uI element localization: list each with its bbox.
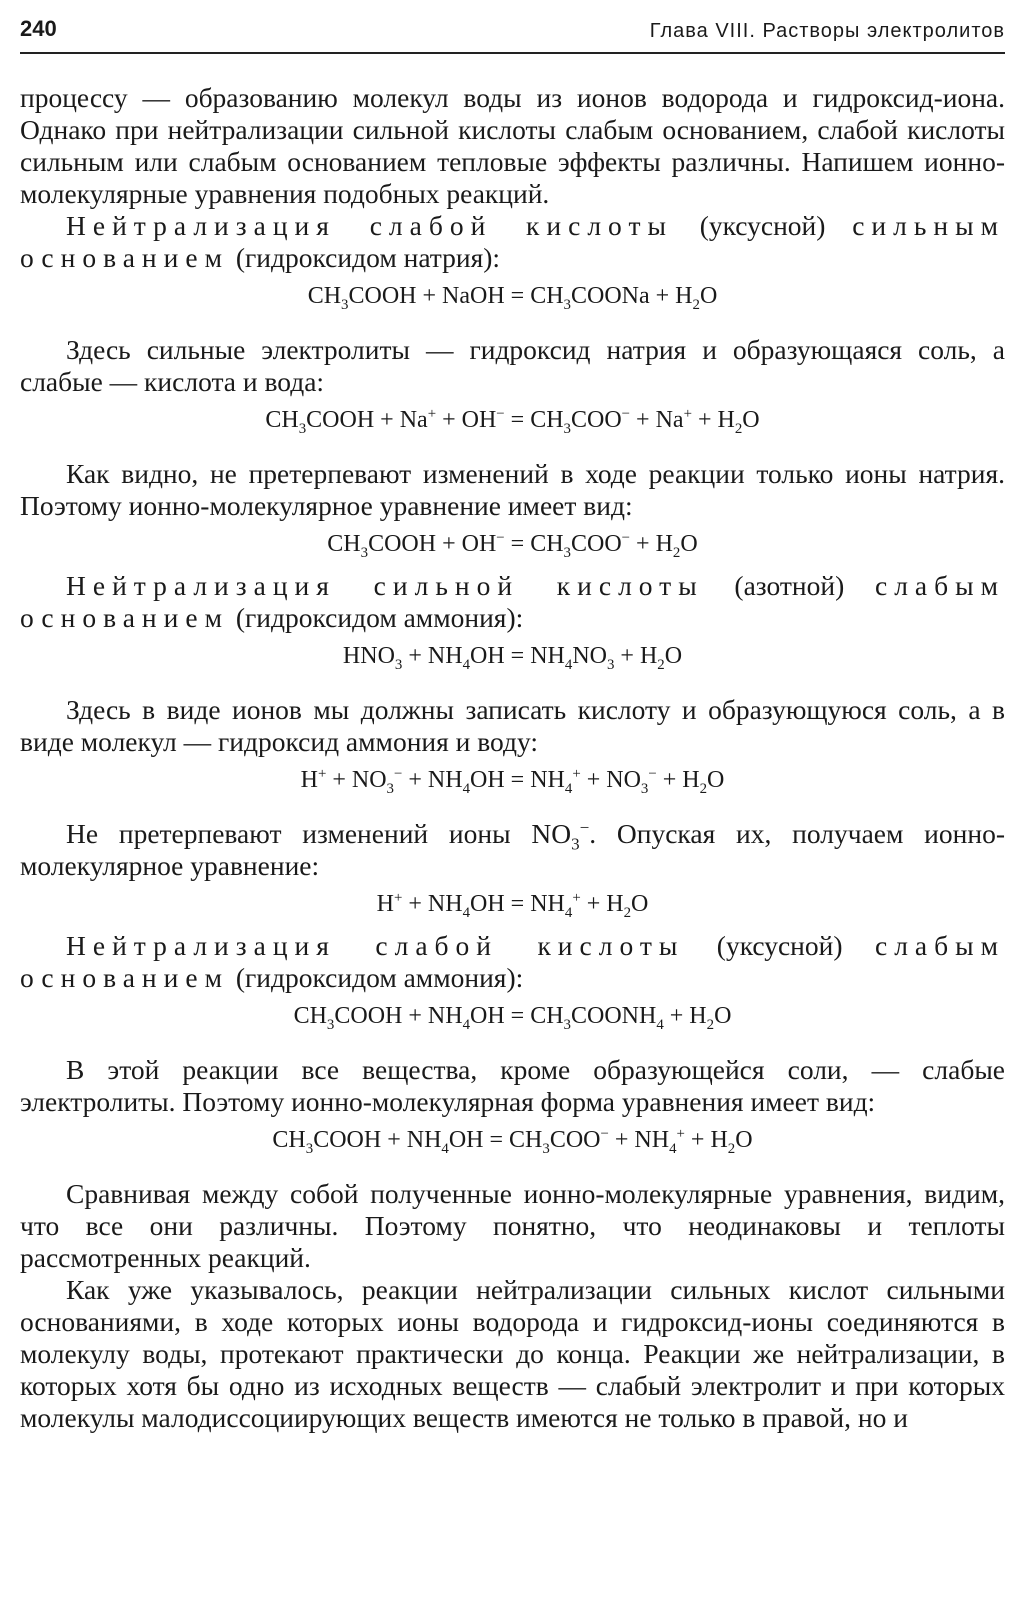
equation: $CH_3COOH + OH^- = CH_3COO^- + H_2O$: [327, 530, 698, 561]
paragraph: процессу — образованию молекул воды из ионов водорода и гидроксид-иона. Однако при нейтрализации сильной кислоты слабым основанием, слабой кислоты сильным или слабым основанием тепловые эффекты различны. Напишем ионно-молекулярные уравнения подобных реакций.: [20, 82, 1005, 209]
equation: $H^+ + NH_4OH = NH_4^+ + H_2O$: [376, 890, 649, 921]
equation: $CH_3COOH + NH_4OH$ = $CH_3COONH_4 + H_2O$: [293, 1003, 732, 1033]
equation: $HNO_3 + NH_4OH = NH_4NO_3 + H_2O$: [342, 643, 683, 673]
nitrate-ion: $NO_3^-$: [531, 817, 590, 854]
chapter-title: Глава VIII. Растворы электролитов: [649, 20, 1005, 42]
paragraph: В этой реакции все вещества, кроме образующейся соли, — слабые электролиты. Поэтому ионно-молекулярная форма уравнения имеет вид:: [20, 1054, 1005, 1117]
section-heading: Нейтрализация сильной кислоты (азотной) слабым основанием (гидроксидом аммония):: [20, 570, 1006, 633]
paragraph: Не претерпевают изменений ионы $NO_3^-$. Опуская их, получаем ионно-молекулярное уравнение:: [20, 817, 1005, 881]
equation: $CH_3COOH$ + NaOH = $CH_3COONa + H_2O$: [307, 283, 718, 313]
paragraph: Здесь сильные электролиты — гидроксид натрия и образующаяся соль, а слабые — кислота и вода:: [20, 334, 1005, 397]
equation: $CH_3COOH + NH_4OH = CH_3COO^- + NH_4^+ + H_2O$: [272, 1126, 753, 1157]
paragraph: Сравнивая между собой полученные ионно-молекулярные уравнения, видим, что все они различны. Поэтому понятно, что неодинаковы и теплоты рассмотренных реакций.: [20, 1178, 1005, 1273]
page-body: [20, 82, 1005, 1434]
section-heading: Нейтрализация слабой кислоты (уксусной) сильным основанием (гидроксидом натрия):: [20, 210, 1005, 273]
paragraph: Как видно, не претерпевают изменений в ходе реакции только ионы натрия. Поэтому ионно-молекулярное уравнение имеет вид:: [20, 458, 1005, 521]
page-number: 240: [20, 16, 57, 41]
equation: $CH_3COOH + Na^+ + OH^- = CH_3COO^- + Na^+ + H_2O$: [265, 406, 760, 437]
equation: $H^+ + NO_3^- + NH_4OH = NH_4^+ + NO_3^- + H_2O$: [300, 766, 725, 797]
paragraph: Как уже указывалось, реакции нейтрализации сильных кислот сильными основаниями, в ходе которых ионы водорода и гидроксид-ионы соединяются в молекулу воды, протекают практически до конца. Реакции же нейтрализации, в которых хотя бы одно из исходных веществ — слабый электролит и при которых молекулы малодиссоциирующих веществ имеются не только в правой, но и: [20, 1274, 1005, 1433]
page-header: [20, 14, 1005, 54]
section-heading: Нейтрализация слабой кислоты (уксусной) слабым основанием (гидроксидом аммония):: [20, 930, 1005, 993]
paragraph: Здесь в виде ионов мы должны записать кислоту и образующуюся соль, а в виде молекул — гидроксид аммония и воду:: [20, 694, 1005, 757]
